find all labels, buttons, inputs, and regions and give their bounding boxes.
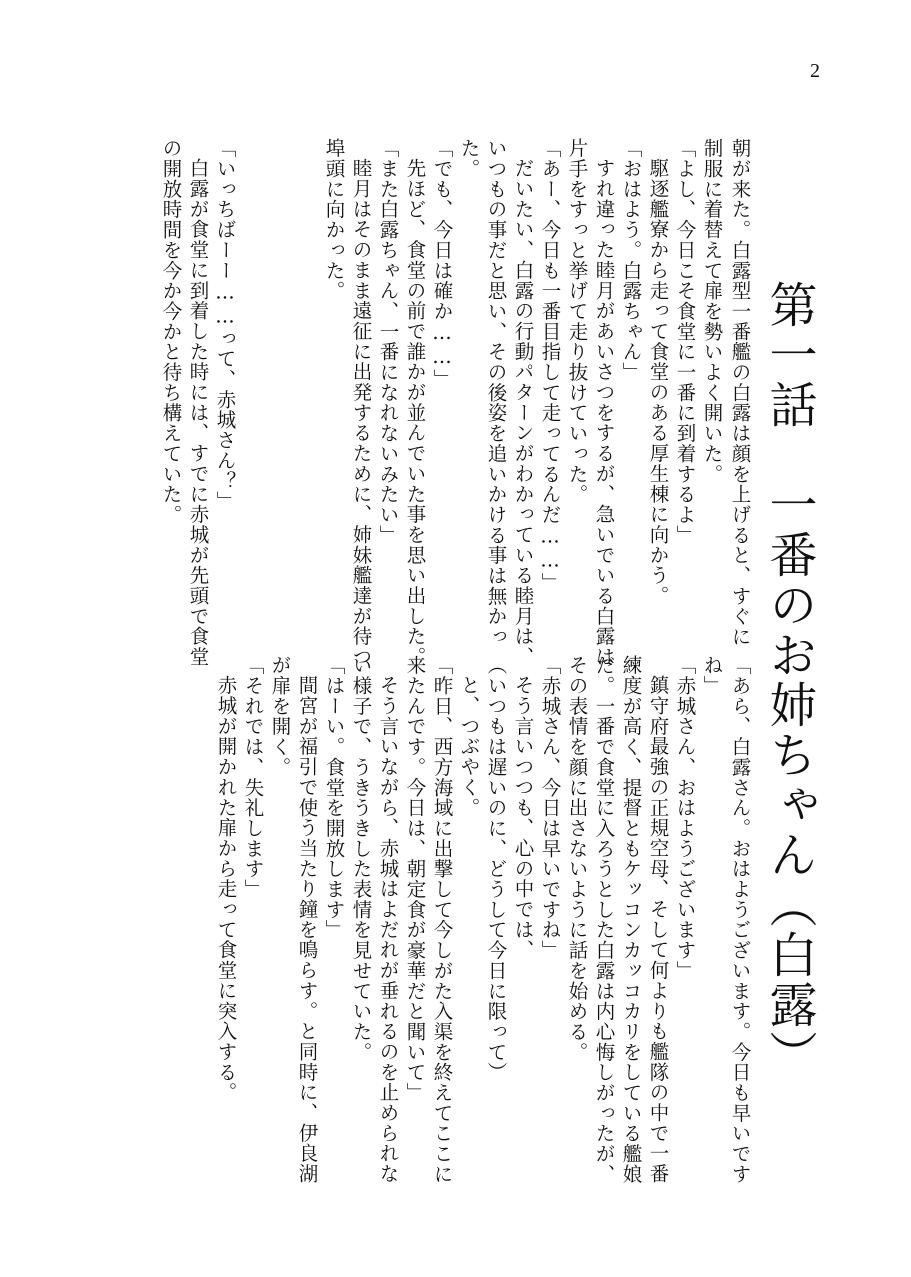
text-column: だいたい、白露の行動パターンがわかっている睦月は、	[511, 158, 535, 667]
text-column: 間宮が福引で使う当たり鐘を鳴らす。と同時に、伊良湖	[295, 675, 319, 1184]
text-column: （いつもは遅いのに、どうして今日に限って）	[484, 655, 508, 1083]
text-column: 制服に着替えて扉を勢いよく開いた。	[700, 138, 724, 484]
text-column: ね」	[700, 655, 724, 696]
page-number: 2	[810, 60, 820, 82]
text-column: 「おはよう。白露ちゃん」	[619, 138, 643, 383]
text-column: 朝が来た。白露型一番艦の白露は顔を上げると、すぐに	[728, 138, 752, 647]
text-column: 「赤城さん、おはようございます」	[673, 655, 697, 981]
chapter-title: 第一話 一番のお姉ちゃん（白露）	[761, 280, 817, 1080]
text-column: 「よし、今日こそ食堂に一番に到着するよ」	[673, 138, 697, 545]
text-column: と、つぶやく。	[457, 675, 481, 818]
text-column: 片手をすっと挙げて走り抜けていった。	[565, 138, 589, 505]
text-column: 「あら、白露さん。おはようございます。今日も早いです	[728, 655, 752, 1185]
text-column: が扉を開く。	[268, 655, 292, 778]
text-column: 埠頭に向かった。	[322, 138, 346, 301]
text-column: 「あー、今日も一番目指して走ってるんだ……」	[538, 138, 562, 593]
text-column: 「昨日、西方海域に出撃して今しがた入渠を終えてここに	[430, 655, 454, 1185]
text-column: 「いっちばーー……って、赤城さん？」	[213, 138, 237, 512]
text-column: 睦月はそのまま遠征に出発するために、姉妹艦達が待つ	[349, 158, 373, 667]
text-column: そう言いながら、赤城はよだれが垂れるのを止められな	[376, 675, 400, 1184]
text-column: いつもの事だと思い、その後姿を追いかける事は無かっ	[484, 138, 508, 647]
text-column: そう言いつつも、心の中では、	[511, 675, 535, 960]
text-column: 白露が食堂に到着した時には、すでに赤城が先頭で食堂	[186, 158, 210, 667]
text-column: 駆逐艦寮から走って食堂のある厚生棟に向かう。	[646, 158, 670, 606]
text-column: 「でも、今日は確か……」	[430, 138, 454, 390]
text-column: 赤城が開かれた扉から走って食堂に突入する。	[214, 675, 238, 1103]
text-column: た。	[457, 138, 481, 179]
text-column: 「はーい。食堂を開放します」	[322, 655, 346, 940]
text-column: 先ほど、食堂の前で誰かが並んでいた事を思い出した。	[403, 158, 427, 667]
text-column: だ。一番で食堂に入ろうとした白露は内心悔しがったが、	[592, 655, 616, 1185]
text-column: の開放時間を今か今かと待ち構えていた。	[159, 138, 183, 525]
text-column: 「また白露ちゃん、一番になれないみたい」	[376, 138, 400, 545]
text-column: すれ違った睦月があいさつをするが、急いでいる白露は	[592, 158, 616, 667]
text-column: 「赤城さん、今日は早いですね」	[538, 655, 562, 961]
text-column: その表情を顔に出さないように話を始める。	[565, 655, 589, 1062]
text-column: 来たんです。今日は、朝定食が豪華だと聞いて」	[403, 655, 427, 1103]
text-column: 「それでは、失礼します」	[241, 655, 265, 900]
text-column: 練度が高く、提督ともケッコンカッコカリをしている艦娘	[619, 655, 643, 1185]
text-column: い様子で、うきうきした表情を見せていた。	[349, 655, 373, 1062]
text-column: 鎮守府最強の正規空母、そして何よりも艦隊の中で一番	[646, 675, 670, 1184]
